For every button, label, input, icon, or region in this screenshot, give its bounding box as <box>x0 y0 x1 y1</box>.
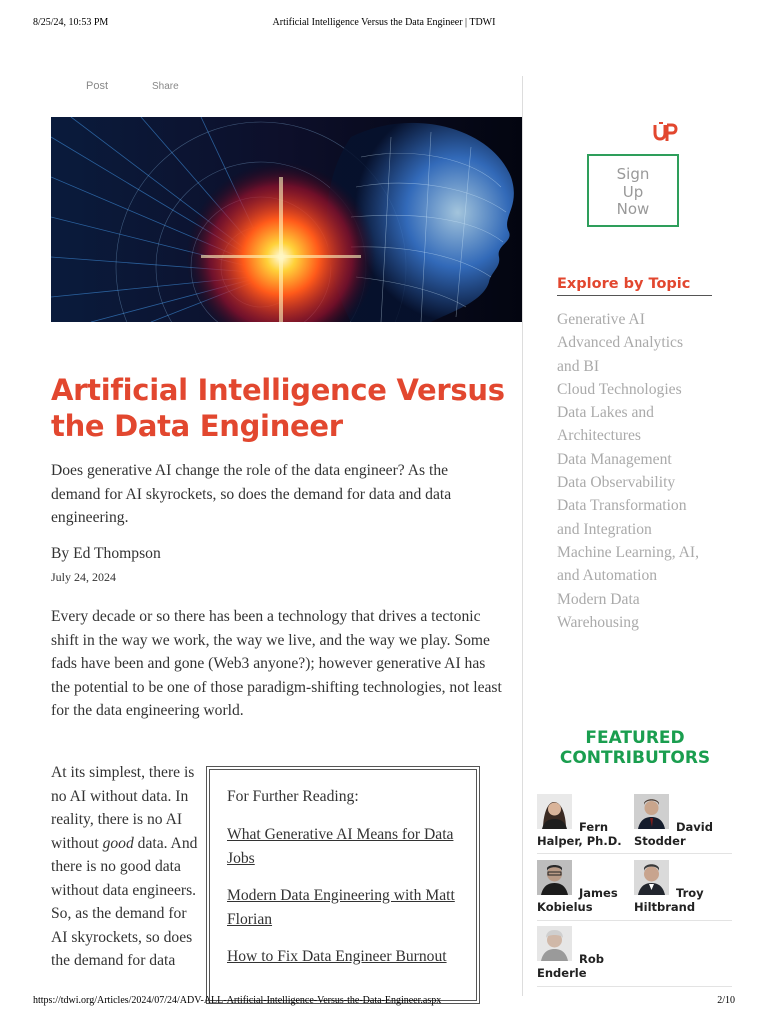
signup-line: Sign <box>616 165 650 183</box>
topic-link[interactable]: Advanced Analytics <box>557 334 684 352</box>
print-url: https://tdwi.org/Articles/2024/07/24/ADV-ALL-Artificial-Intelligence-Versus-the-Data-Engineer.aspx <box>33 995 442 1006</box>
contributor-first-name: James <box>579 886 618 900</box>
contributor-name <box>537 820 632 848</box>
topic-link[interactable]: Cloud Technologies <box>557 380 682 398</box>
topic-link[interactable]: Architectures <box>557 427 641 445</box>
further-reading-link[interactable]: What Generative AI Means for Data Jobs <box>227 826 454 867</box>
further-reading-link[interactable]: Modern Data Engineering with Matt Florian <box>227 887 455 928</box>
column-divider <box>522 76 523 996</box>
contributor-first-name: David <box>676 820 713 834</box>
article-paragraph: Every decade or so there has been a technology that drives a tectonic shift in the way we work, the way we live, and the way we play. Some fads have been and gone (Web3 anyone?); however generative AI has the potential to be one of those paradigm-shifting technologies, not least for the data engineering world. <box>51 608 502 719</box>
further-reading-heading: For Further Reading: <box>227 788 359 805</box>
article-title: Artificial Intelligence Versus the Data Engineer <box>51 373 505 443</box>
contributor-first-name: Troy <box>676 886 704 900</box>
featured-contributors-heading <box>540 728 730 768</box>
article-byline: By Ed Thompson <box>51 545 161 562</box>
contributor-name <box>537 952 632 980</box>
topic-link[interactable]: and Automation <box>557 567 658 585</box>
contributor-card[interactable] <box>634 794 729 854</box>
contributor-row-divider <box>537 986 732 987</box>
topic-link[interactable]: Warehousing <box>557 613 639 631</box>
further-reading-box <box>209 769 477 1001</box>
sign-up-now-button[interactable] <box>587 154 679 227</box>
contributor-last-name: Kobielus <box>537 900 593 914</box>
contributor-card[interactable] <box>537 860 632 920</box>
topic-link[interactable]: Data Management <box>557 450 672 468</box>
contributor-card[interactable] <box>537 926 632 986</box>
topic-link[interactable]: and BI <box>557 357 600 375</box>
featured-heading-line: FEATURED <box>585 728 685 748</box>
contributor-last-name: Enderle <box>537 966 587 980</box>
paragraph-text: At its simplest, there is no AI without data. In reality, there is no AI without <box>51 764 195 852</box>
contributor-last-name: Halper, Ph.D. <box>537 834 622 848</box>
contributor-first-name: Rob <box>579 952 604 966</box>
contributor-row-divider <box>537 920 732 921</box>
topic-link[interactable]: Modern Data <box>557 590 640 608</box>
contributor-card[interactable] <box>537 794 632 854</box>
explore-by-topic-heading: Explore by Topic <box>557 276 712 296</box>
print-footer <box>0 995 768 1009</box>
contributor-name <box>634 886 729 914</box>
print-page-number: 2/10 <box>717 995 735 1006</box>
featured-heading-line: CONTRIBUTORS <box>559 748 711 768</box>
share-button[interactable]: Share <box>152 81 179 92</box>
contributor-name <box>634 820 729 848</box>
contributor-row-divider <box>537 853 732 854</box>
paragraph-text: data. And there is no good data without data engineers. So, as the demand for AI skyrockets, so does the demand for data <box>51 834 198 969</box>
print-header <box>0 17 768 31</box>
signup-line: Up <box>622 182 644 201</box>
contributor-name <box>537 886 632 914</box>
article-lede: Does generative AI change the role of the data engineer? As the demand for AI skyrockets, so does the demand for data and data engineering. <box>51 462 452 526</box>
contributor-last-name: Stodder <box>634 834 686 848</box>
print-datetime: 8/25/24, 10:53 PM <box>33 17 109 28</box>
hero-image <box>51 117 522 322</box>
topic-list <box>557 308 717 634</box>
paragraph-emphasis: good <box>102 834 134 852</box>
contributor-card[interactable] <box>634 860 729 920</box>
topic-link[interactable]: Data Observability <box>557 474 676 492</box>
contributor-first-name: Fern <box>579 820 609 834</box>
topic-link[interactable]: Generative AI <box>557 311 645 328</box>
article-paragraph-2 <box>51 761 203 973</box>
topic-link[interactable]: Data Lakes and <box>557 404 654 422</box>
post-button[interactable]: Post <box>86 80 109 92</box>
signup-line: Now <box>616 200 650 218</box>
up-logo-icon[interactable] <box>651 122 679 142</box>
contributor-last-name: Hiltbrand <box>634 900 696 914</box>
article-date: July 24, 2024 <box>51 570 117 584</box>
further-reading-link[interactable]: How to Fix Data Engineer Burnout <box>227 948 447 965</box>
topic-link[interactable]: Data Transformation <box>557 497 687 515</box>
print-page-title: Artificial Intelligence Versus the Data Engineer | TDWI <box>272 17 496 28</box>
topic-link[interactable]: Machine Learning, AI, <box>557 543 700 561</box>
topic-link[interactable]: and Integration <box>557 520 652 538</box>
